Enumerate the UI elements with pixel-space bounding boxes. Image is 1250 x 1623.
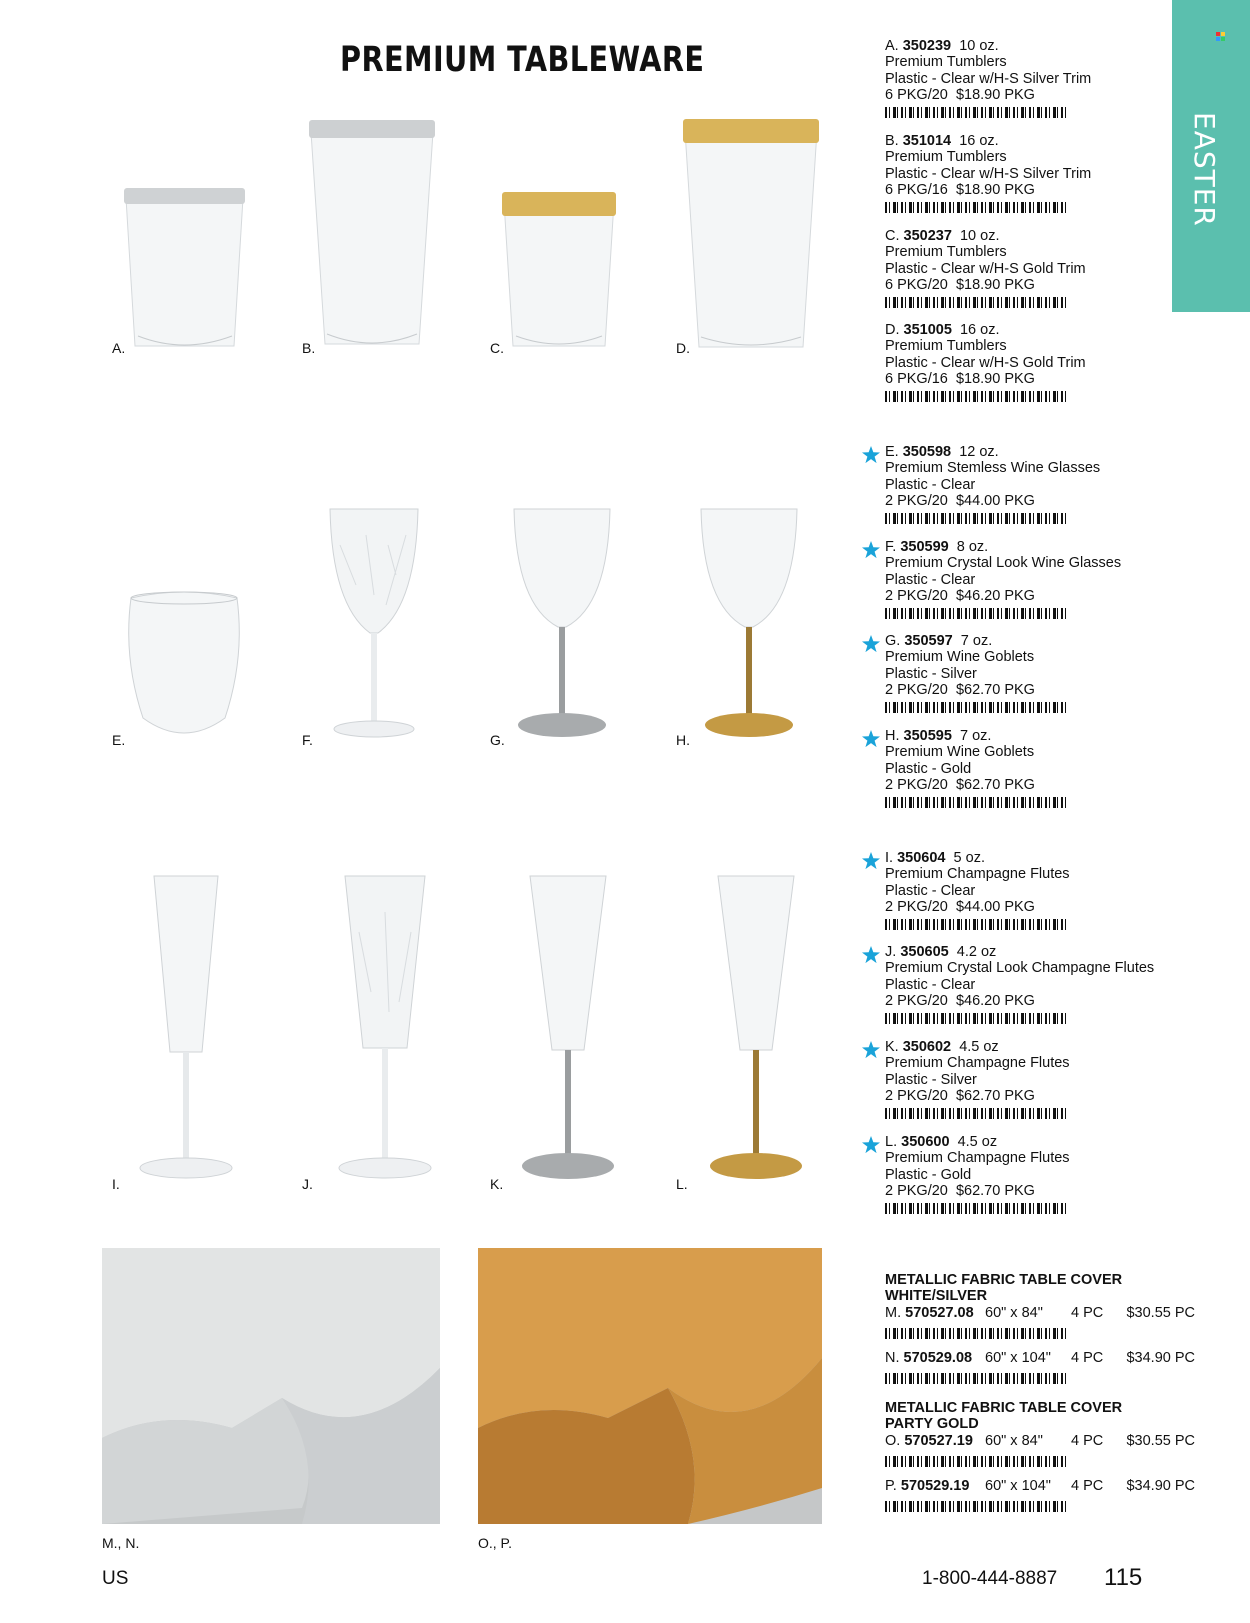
item-material: Plastic - Clear <box>885 571 976 588</box>
item-sku: 350599 <box>900 539 949 555</box>
item-material: Plastic - Clear w/H-S Gold Trim <box>885 354 1086 371</box>
new-item-star-icon <box>862 946 880 964</box>
item-price: $18.90 PKG <box>955 277 1035 294</box>
item-letter: J. <box>885 944 897 960</box>
barcode <box>885 797 1069 808</box>
photo-label-h: H. <box>676 732 690 748</box>
photo-label-k: K. <box>490 1176 504 1192</box>
item-material: Plastic - Clear w/H-S Silver Trim <box>885 70 1092 87</box>
new-item-star-icon <box>862 1041 880 1059</box>
photo-label-b: B. <box>302 340 316 356</box>
product-item <box>885 322 1225 402</box>
champagne-flute-i-photo <box>136 872 236 1184</box>
product-item <box>885 944 1225 1024</box>
item-name: Premium Tumblers <box>885 244 1007 261</box>
item-price: $62.70 PKG <box>955 1088 1035 1105</box>
product-item <box>885 38 1225 118</box>
item-letter: K. <box>885 1039 899 1055</box>
item-material: Plastic - Clear <box>885 882 976 899</box>
product-item <box>885 728 1225 808</box>
cover-qty: 4 PC <box>1071 1305 1104 1321</box>
new-item-star-icon <box>862 541 880 559</box>
item-price: $44.00 PKG <box>955 899 1035 916</box>
item-sku: 350597 <box>904 633 953 649</box>
item-sku: 350602 <box>902 1039 952 1055</box>
cover-qty: 4 PC <box>1071 1350 1104 1366</box>
item-name: Premium Wine Goblets <box>885 649 1035 666</box>
item-price: $62.70 PKG <box>955 682 1035 699</box>
cover-size: 60" x 104" <box>985 1478 1051 1494</box>
item-material: Plastic - Gold <box>885 1166 972 1183</box>
barcode <box>885 107 1069 118</box>
product-item <box>885 1134 1225 1214</box>
cover-sku: 570529.19 <box>900 1478 970 1494</box>
item-name: Premium Tumblers <box>885 338 1007 355</box>
cover-sku: 570527.19 <box>904 1433 973 1449</box>
new-item-star-icon <box>862 446 880 464</box>
item-letter: H. <box>885 728 900 744</box>
item-name: Premium Tumblers <box>885 54 1007 71</box>
barcode <box>885 1328 1069 1339</box>
cover-price: $30.55 PC <box>1126 1433 1195 1449</box>
photo-label-e: E. <box>112 732 126 748</box>
item-material: Plastic - Clear <box>885 976 976 993</box>
item-size: 4.5 oz <box>959 1039 999 1055</box>
item-pack: 2 PKG/20 <box>885 493 948 510</box>
item-price: $62.70 PKG <box>955 777 1035 794</box>
item-size: 10 oz. <box>959 228 1000 244</box>
item-size: 8 oz. <box>956 539 989 555</box>
footer-region: US <box>102 1568 129 1589</box>
photo-label-i: I. <box>112 1176 120 1192</box>
barcode <box>885 608 1069 619</box>
item-sku: 350595 <box>903 728 952 744</box>
barcode <box>885 297 1069 308</box>
item-pack: 2 PKG/20 <box>885 993 948 1010</box>
cover-qty: 4 PC <box>1071 1433 1104 1449</box>
cover-price: $34.90 PC <box>1126 1478 1195 1494</box>
photo-label-a: A. <box>112 340 126 356</box>
cover-row-n <box>885 1350 1195 1366</box>
item-name: Premium Crystal Look Champagne Flutes <box>885 960 1155 977</box>
item-name: Premium Wine Goblets <box>885 744 1035 761</box>
item-size: 7 oz. <box>960 633 993 649</box>
product-item <box>885 444 1225 524</box>
photo-label-c: C. <box>490 340 504 356</box>
cover-letter: N. <box>885 1350 900 1366</box>
barcode <box>885 919 1069 930</box>
product-item <box>885 133 1225 213</box>
photo-label-d: D. <box>676 340 690 356</box>
product-item <box>885 539 1225 619</box>
cover-row-o <box>885 1433 1195 1449</box>
item-name: Premium Champagne Flutes <box>885 1055 1070 1072</box>
tumbler-c-photo <box>500 190 618 350</box>
item-pack: 6 PKG/16 <box>885 182 948 199</box>
photo-label-g: G. <box>490 732 505 748</box>
photo-label-op: O., P. <box>478 1535 512 1551</box>
item-material: Plastic - Gold <box>885 760 972 777</box>
crystal-wine-f-photo <box>326 505 422 743</box>
item-letter: I. <box>885 850 894 866</box>
cover-heading-gold <box>885 1400 1122 1433</box>
cover-heading-color: WHITE/SILVER <box>885 1288 988 1305</box>
item-name: Premium Crystal Look Wine Glasses <box>885 555 1122 572</box>
item-sku: 351014 <box>902 133 952 149</box>
item-price: $44.00 PKG <box>955 493 1035 510</box>
wine-goblet-silver-g-photo <box>510 505 614 743</box>
barcode <box>885 1373 1069 1384</box>
cover-letter: O. <box>885 1433 901 1449</box>
page-title: PREMIUM TABLEWARE <box>340 40 705 80</box>
item-sku: 350237 <box>903 228 952 244</box>
item-pack: 2 PKG/20 <box>885 1088 948 1105</box>
cover-qty: 4 PC <box>1071 1478 1104 1494</box>
cover-sku: 570529.08 <box>903 1350 973 1366</box>
item-material: Plastic - Silver <box>885 1071 977 1088</box>
new-item-star-icon <box>862 635 880 653</box>
cover-heading-title: METALLIC FABRIC TABLE COVER <box>885 1400 1123 1416</box>
cover-sku: 570527.08 <box>905 1305 974 1321</box>
item-price: $62.70 PKG <box>955 1183 1035 1200</box>
product-item <box>885 633 1225 713</box>
item-size: 4.5 oz <box>957 1134 998 1150</box>
item-size: 5 oz. <box>953 850 985 866</box>
stemless-wine-e-photo <box>125 588 243 743</box>
item-letter: C. <box>885 228 900 244</box>
item-letter: E. <box>885 444 899 460</box>
barcode <box>885 1013 1069 1024</box>
champagne-flute-silver-k-photo <box>518 872 618 1184</box>
item-letter: A. <box>885 38 899 54</box>
item-pack: 6 PKG/20 <box>885 277 948 294</box>
cover-heading-silver <box>885 1272 1122 1305</box>
item-price: $18.90 PKG <box>955 182 1035 199</box>
item-size: 16 oz. <box>959 133 999 149</box>
item-pack: 2 PKG/20 <box>885 777 948 794</box>
product-item <box>885 1039 1225 1119</box>
item-name: Premium Champagne Flutes <box>885 866 1070 883</box>
tumbler-d-photo <box>681 117 821 351</box>
cover-letter: M. <box>885 1305 902 1321</box>
item-letter: F. <box>885 539 897 555</box>
photo-label-mn: M., N. <box>102 1535 140 1551</box>
barcode <box>885 1108 1069 1119</box>
item-pack: 2 PKG/20 <box>885 1183 948 1200</box>
cover-letter: P. <box>885 1478 897 1494</box>
table-cover-gold-photo <box>478 1248 822 1524</box>
cover-heading-title: METALLIC FABRIC TABLE COVER <box>885 1272 1123 1288</box>
item-material: Plastic - Silver <box>885 665 977 682</box>
barcode <box>885 1456 1069 1467</box>
cover-price: $30.55 PC <box>1126 1305 1195 1321</box>
item-name: Premium Tumblers <box>885 149 1007 166</box>
item-material: Plastic - Clear w/H-S Gold Trim <box>885 260 1086 277</box>
cover-size: 60" x 104" <box>985 1350 1051 1366</box>
item-pack: 2 PKG/20 <box>885 588 948 605</box>
item-price: $46.20 PKG <box>955 588 1035 605</box>
barcode <box>885 202 1069 213</box>
item-letter: B. <box>885 133 899 149</box>
cover-price: $34.90 PC <box>1126 1350 1195 1366</box>
item-sku: 350239 <box>902 38 952 54</box>
tumbler-b-photo <box>307 118 437 350</box>
item-name: Premium Stemless Wine Glasses <box>885 460 1101 477</box>
photo-label-l: L. <box>676 1176 688 1192</box>
item-pack: 6 PKG/20 <box>885 87 948 104</box>
cover-row-m <box>885 1305 1195 1321</box>
item-sku: 350598 <box>902 444 952 460</box>
new-item-star-icon <box>862 730 880 748</box>
item-size: 10 oz. <box>959 38 999 54</box>
item-size: 12 oz. <box>959 444 999 460</box>
item-size: 4.2 oz <box>956 944 997 960</box>
item-size: 16 oz. <box>959 322 1000 338</box>
barcode <box>885 1203 1069 1214</box>
new-item-star-icon <box>862 852 880 870</box>
barcode <box>885 391 1069 402</box>
item-sku: 350605 <box>900 944 949 960</box>
item-pack: 2 PKG/20 <box>885 682 948 699</box>
item-sku: 350600 <box>901 1134 950 1150</box>
footer-phone: 1-800-444-8887 <box>922 1568 1058 1589</box>
product-item <box>885 850 1225 930</box>
item-pack: 2 PKG/20 <box>885 899 948 916</box>
item-material: Plastic - Clear <box>885 476 976 493</box>
page-number: 115 <box>1104 1564 1143 1591</box>
side-tab-label: EASTER <box>1188 112 1221 227</box>
new-item-star-icon <box>862 1136 880 1154</box>
item-material: Plastic - Clear w/H-S Silver Trim <box>885 165 1092 182</box>
wine-goblet-gold-h-photo <box>697 505 801 743</box>
barcode <box>885 513 1069 524</box>
item-price: $46.20 PKG <box>955 993 1035 1010</box>
cover-row-p <box>885 1478 1195 1494</box>
item-pack: 6 PKG/16 <box>885 371 948 388</box>
item-letter: G. <box>885 633 901 649</box>
cover-size: 60" x 84" <box>985 1305 1043 1321</box>
item-letter: D. <box>885 322 900 338</box>
product-item <box>885 228 1225 308</box>
photo-label-j: J. <box>302 1176 313 1192</box>
item-price: $18.90 PKG <box>955 87 1035 104</box>
item-letter: L. <box>885 1134 898 1150</box>
item-sku: 351005 <box>903 322 952 338</box>
crystal-flute-j-photo <box>335 872 435 1184</box>
cover-size: 60" x 84" <box>985 1433 1043 1449</box>
tumbler-a-photo <box>122 186 247 351</box>
item-size: 7 oz. <box>959 728 992 744</box>
item-sku: 350604 <box>897 850 946 866</box>
item-name: Premium Champagne Flutes <box>885 1150 1070 1167</box>
photo-label-f: F. <box>302 732 313 748</box>
cover-heading-color: PARTY GOLD <box>885 1416 979 1433</box>
barcode <box>885 1501 1069 1512</box>
item-price: $18.90 PKG <box>955 371 1035 388</box>
barcode <box>885 702 1069 713</box>
table-cover-silver-photo <box>102 1248 440 1524</box>
champagne-flute-gold-l-photo <box>706 872 806 1184</box>
